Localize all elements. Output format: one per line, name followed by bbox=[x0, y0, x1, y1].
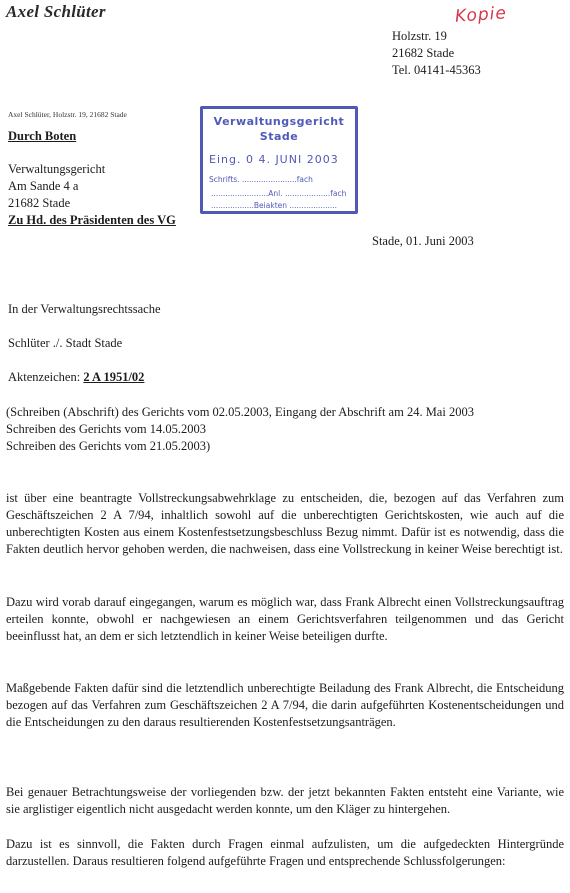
case-label: Aktenzeichen: bbox=[8, 370, 81, 384]
paragraph-4: Bei genauer Betrachtungsweise der vorliegenden bzw. der jetzt bekannten Fakten entsteht eine Variante, wie sie arglistiger eigentlich nicht ausgedacht werden konnte, um den Kläger zu hintergehen. bbox=[6, 785, 564, 816]
sender-phone: Tel. 04141-45363 bbox=[392, 63, 481, 77]
reference-letters bbox=[6, 404, 564, 455]
paragraph-5: Dazu ist es sinnvoll, die Fakten durch Fragen einmal aufzulisten, um die aufgedeckten Hintergründe darzustellen. Daraus resultieren folgend aufgeführte Fragen und entsprechende Schlussfolgerungen: bbox=[6, 837, 564, 868]
paragraph-2: Dazu wird vorab darauf eingegangen, warum es möglich war, dass Frank Albrecht einen Vollstreckungsauftrag erteilen konnte, obwohl er nachgewiesen an einem Gerichtsverfahren teilgenommen und das Gericht beeinflusst hat, an dem er sich letztendlich in keiner Weise beteiligen durfte. bbox=[6, 595, 564, 643]
return-address-line: Axel Schlüter, Holzstr. 19, 21682 Stade bbox=[8, 110, 127, 119]
reference-line-2: Schreiben des Gerichts vom 14.05.2003 bbox=[6, 422, 206, 436]
delivery-method: Durch Boten bbox=[8, 129, 77, 143]
stamp-line-files: ..................Beiakten .................... bbox=[211, 201, 338, 210]
sender-address bbox=[392, 28, 481, 79]
reference-line-1: (Schreiben (Abschrift) des Gerichts vom 02.05.2003, Eingang der Abschrift am 24. Mai 2003 bbox=[6, 405, 474, 419]
paragraph-3: Maßgebende Fakten dafür sind die letztendlich unberechtigte Beiladung des Frank Albrecht, die Entscheidung bezogen auf das Verfahren zum Geschäftszeichen 2 A 7/94, die darin aufgeführten Kostenentscheidungen und die Entscheidungen zu den daraus resultierenden Kostenfestsetzungsanträgen. bbox=[6, 681, 564, 729]
copy-handwritten-mark: Kopie bbox=[454, 3, 508, 27]
stamp-line-attachments: ........................Anl. ...................fach bbox=[211, 189, 347, 198]
case-reference bbox=[8, 370, 144, 385]
reference-line-3: Schreiben des Gerichts vom 21.05.2003) bbox=[6, 439, 211, 453]
stamp-court-name: Verwaltungsgericht bbox=[213, 115, 345, 128]
recipient-line2: Am Sande 4 a bbox=[8, 179, 79, 193]
court-received-stamp bbox=[200, 106, 358, 214]
case-parties: Schlüter ./. Stadt Stade bbox=[8, 336, 123, 350]
stamp-court-city: Stade bbox=[259, 130, 299, 143]
recipient-line1: Verwaltungsgericht bbox=[8, 162, 106, 176]
sender-name-letterhead: Axel Schlüter bbox=[6, 2, 106, 21]
paragraph-1: ist über eine beantragte Vollstreckungsabwehrklage zu entscheiden, die, bezogen auf das Verfahren zum Geschäftszeichen 2 A 7/94, inhaltlich sowohl auf die unberechtigten Gerichtskosten, wie auch auf die unberechtigten Kosten aus einem Kostenfestsetzungsbeschluss Bezug nimmt. Dafür ist es notwendig, dass die Fakten deutlich hervor gehoben werden, die nachweisen, dass eine Vollstreckung in keiner Weise berechtigt ist. bbox=[6, 491, 564, 556]
matter-intro: In der Verwaltungsrechtssache bbox=[8, 302, 161, 316]
recipient-attention: Zu Hd. des Präsidenten des VG bbox=[8, 213, 176, 227]
case-number: 2 A 1951/02 bbox=[83, 370, 145, 384]
sender-city: 21682 Stade bbox=[392, 46, 455, 60]
sender-street: Holzstr. 19 bbox=[392, 29, 447, 43]
recipient-line3: 21682 Stade bbox=[8, 196, 71, 210]
stamp-line-writs: Schrifts. .......................fach bbox=[209, 175, 313, 184]
letter-date: Stade, 01. Juni 2003 bbox=[372, 234, 474, 248]
stamp-received-date: Eing. 0 4. JUNI 2003 bbox=[209, 153, 339, 166]
recipient-address bbox=[8, 161, 176, 229]
